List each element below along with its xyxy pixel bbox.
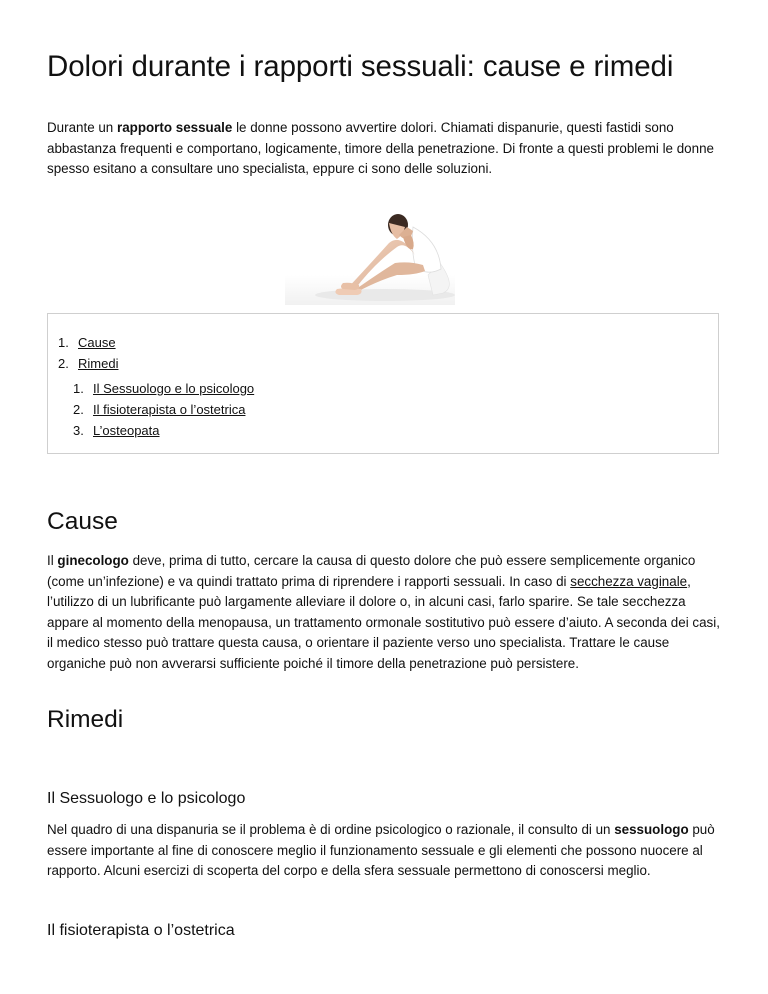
woman-sitting-photo <box>285 205 455 305</box>
intro-text-1: Durante un <box>47 120 117 135</box>
toc-sublist <box>73 378 254 441</box>
toc-link-osteopata[interactable]: L’osteopata <box>93 423 160 438</box>
subheading-sessuologo: Il Sessuologo e lo psicologo <box>47 790 246 807</box>
section-heading-cause: Cause <box>47 508 118 535</box>
section-heading-rimedi: Rimedi <box>47 706 124 733</box>
sessuologo-text-1: Nel quadro di una dispanuria se il problema è di ordine psicologico o razionale, il consulto di un <box>47 822 615 837</box>
sessuologo-paragraph <box>47 820 721 882</box>
toc-item-cause <box>58 332 118 353</box>
toc-link-rimedi[interactable]: Rimedi <box>78 356 119 371</box>
cause-bold-ginecologo: ginecologo <box>57 553 129 568</box>
toc-link-cause[interactable]: Cause <box>78 335 116 350</box>
toc-subitem-fisioterapista <box>73 399 254 420</box>
toc-item-number: 2. <box>58 356 69 371</box>
cause-text-0: Il <box>47 553 58 568</box>
toc-link-fisioterapista[interactable]: Il fisioterapista o l’ostetrica <box>93 402 246 417</box>
toc-item-rimedi <box>58 353 118 374</box>
toc-subitem-osteopata <box>73 420 254 441</box>
toc-item-number: 2. <box>73 402 84 417</box>
intro-paragraph <box>47 118 721 180</box>
cause-text-1: deve, prima di tutto, cercare la causa di questo dolore che può essere semplicemente organico (come un’infezione) e va quindi trattato prima di riprendere i rapporti sessuali. In caso di <box>47 553 696 589</box>
sessuologo-bold: sessuologo <box>614 822 689 837</box>
cause-link-secchezza[interactable]: secchezza vaginale <box>570 573 688 589</box>
toc-link-sessuologo[interactable]: Il Sessuologo e lo psicologo <box>93 381 255 396</box>
toc-item-number: 1. <box>58 335 69 350</box>
toc-list <box>58 332 118 374</box>
cause-paragraph <box>47 551 721 674</box>
page-title: Dolori durante i rapporti sessuali: cause e rimedi <box>47 50 674 83</box>
cause-text-2: , l’utilizzo di un lubrificante può largamente alleviare il dolore o, in alcuni casi, farlo sparire. Se tale secchezza appare al momento della menopausa, un trattamento ormonale sostitutivo può essere d’aiuto. A seconda dei casi, il medico stesso può trattare questa causa, o orientare il paziente verso uno specialista. Trattare le cause organiche può non avverarsi sufficiente poiché il timore della penetrazione può persistere. <box>47 573 720 671</box>
table-of-contents <box>47 313 719 454</box>
woman-sitting-illustration <box>285 205 455 305</box>
subheading-fisioterapista: Il fisioterapista o l’ostetrica <box>47 922 235 939</box>
sessuologo-text-2: può essere importante al fine di conoscere meglio il funzionamento sessuale e gli elementi che possono nuocere al rapporto. Alcuni esercizi di scoperta del corpo e della sfera sessuale permettono di conoscersi meglio. <box>47 822 715 878</box>
toc-subitem-sessuologo <box>73 378 254 399</box>
toc-item-number: 3. <box>73 423 84 438</box>
intro-text-2: le donne possono avvertire dolori. Chiamati dispanurie, questi fastidi sono abbastanza frequenti e comportano, logicamente, timore della penetrazione. Di fronte a questi problemi le donne spesso esitano a consultare uno specialista, eppure ci sono delle soluzioni. <box>47 120 714 176</box>
intro-bold-rapporto: rapporto sessuale <box>116 120 233 135</box>
toc-item-number: 1. <box>73 381 84 396</box>
